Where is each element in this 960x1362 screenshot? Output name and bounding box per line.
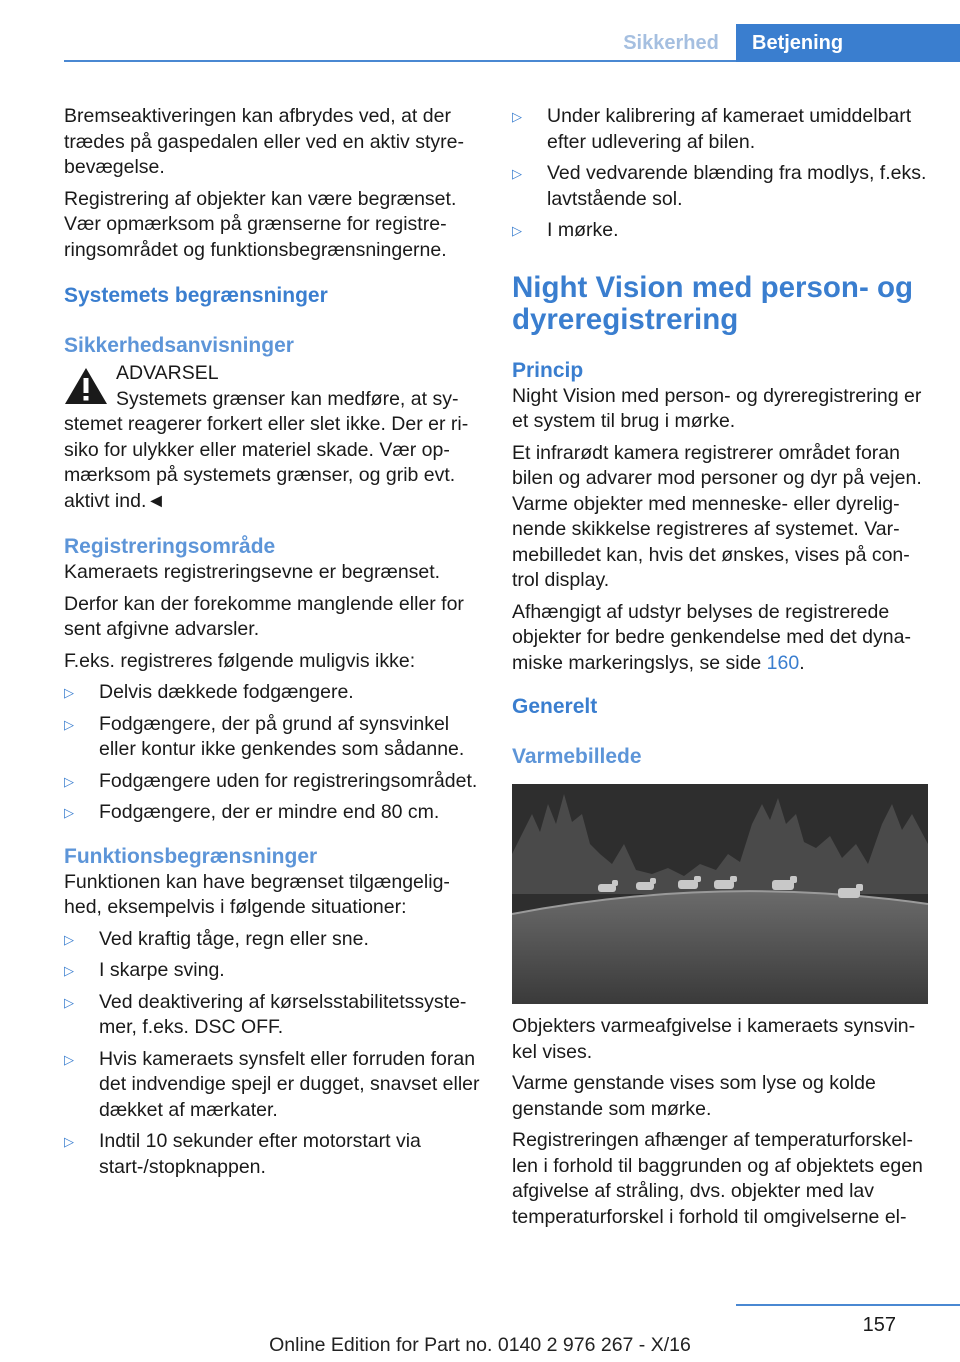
paragraph: Registrering af objekter kan være begrænset. Vær opmærksom på grænserne for registreringsområdet og funktionsbegrænsningerne. bbox=[64, 187, 457, 261]
right-column bbox=[512, 104, 928, 1236]
list-item: ▷ Ved kraftig tåge, regn eller sne. bbox=[64, 927, 480, 953]
heading-general: Generelt bbox=[512, 695, 598, 718]
list-item: ▷ Ved deaktivering af kørselsstabilitetssystemer, f.eks. DSC OFF. bbox=[64, 990, 467, 1038]
triangle-bullet-icon: ▷ bbox=[64, 685, 74, 700]
triangle-bullet-icon: ▷ bbox=[512, 166, 522, 181]
triangle-bullet-icon: ▷ bbox=[64, 994, 74, 1010]
list-not-detected bbox=[64, 680, 480, 826]
heading-function-limits: Funktionsbegrænsninger bbox=[64, 844, 318, 868]
triangle-bullet-icon: ▷ bbox=[64, 1051, 74, 1067]
triangle-bullet-icon: ▷ bbox=[64, 931, 74, 947]
paragraph: Et infrarødt kamera registrerer området foran bilen og advarer mod personer og dyr på vejen. Varme objekter med menneske- eller dyrelignende skikkelse registreres af systemet. Varmebilledet kan, hvis det ønskes, vises på control display. bbox=[512, 441, 922, 591]
list-item: ▷ Under kalibrering af kameraet umiddelbart efter udlevering af bilen. bbox=[512, 105, 912, 153]
heading-principle: Princip bbox=[512, 358, 584, 382]
triangle-bullet-icon: ▷ bbox=[512, 223, 522, 238]
page-link[interactable]: 160 bbox=[766, 651, 800, 674]
left-column bbox=[64, 104, 480, 1186]
triangle-bullet-icon: ▷ bbox=[64, 805, 74, 820]
triangle-bullet-icon: ▷ bbox=[512, 109, 522, 124]
tab-betjening[interactable]: Betjening bbox=[736, 24, 960, 62]
heading-night-vision: Night Vision med person- og dyreregistrering bbox=[512, 270, 914, 336]
heading-thermal-image: Varmebillede bbox=[512, 745, 642, 768]
paragraph: Registreringen afhænger af temperaturforskellen i forhold til baggrunden og af objektets egen afgivelse af stråling, dvs. objekter med lav temperaturforskel i forhold til omgivelserne el- bbox=[512, 1129, 923, 1228]
paragraph: Varme genstande vises som lyse og kolde genstande som mørke. bbox=[512, 1072, 876, 1120]
list-item: ▷ Fodgængere uden for registreringsområdet. bbox=[64, 769, 480, 795]
list-item: ▷ Delvis dækkede fodgængere. bbox=[64, 680, 480, 706]
heading-limits: Systemets begrænsninger bbox=[64, 284, 328, 307]
triangle-bullet-icon: ▷ bbox=[64, 1134, 74, 1149]
warning-triangle-icon bbox=[64, 367, 108, 405]
warning-text: Systemets grænser kan medføre, at systemet reagerer forkert eller slet ikke. Der er risiko for ulykker eller materiel skade. Vær opmærksom på systemets grænser, og grib evt. aktivt ind.◄ bbox=[64, 387, 469, 512]
list-item: ▷ I skarpe sving. bbox=[64, 958, 480, 984]
paragraph: Derfor kan der forekomme manglende eller for sent afgivne advarsler. bbox=[64, 592, 464, 640]
paragraph: Funktionen kan have begrænset tilgængelighed, eksempelvis i følgende situationer: bbox=[64, 870, 450, 918]
warning-block bbox=[64, 361, 480, 387]
paragraph: Objekters varmeafgivelse i kameraets synsvinkel vises. bbox=[512, 1015, 916, 1063]
list-item: ▷ I mørke. bbox=[512, 218, 928, 244]
paragraph: Afhængigt af udstyr belyses de registrerede objekter for bedre genkendelse med det dynamiske markeringslys, se side 160. bbox=[512, 600, 911, 674]
paragraph: F.eks. registreres følgende muligvis ikke: bbox=[64, 649, 416, 672]
list-item: ▷ Fodgængere, der på grund af synsvinkel eller kontur ikke genkendes som sådanne. bbox=[64, 712, 465, 760]
page-number: 157 bbox=[862, 1314, 896, 1336]
triangle-bullet-icon: ▷ bbox=[64, 716, 74, 732]
heading-safety: Sikkerhedsanvisninger bbox=[64, 334, 294, 357]
paragraph: Kameraets registreringsevne er begrænset. bbox=[64, 561, 441, 583]
list-item: ▷ Ved vedvarende blænding fra modlys, f.eks. lavtstående sol. bbox=[512, 162, 927, 210]
heading-area: Registreringsområde bbox=[64, 535, 276, 558]
list-item: ▷ Indtil 10 sekunder efter motorstart via start-/stopknappen. bbox=[64, 1130, 421, 1178]
tab-sikkerhed[interactable]: Sikkerhed bbox=[623, 32, 719, 54]
paragraph: Bremseaktiveringen kan afbrydes ved, at der trædes på gaspedalen eller ved en aktiv styrebevægelse. bbox=[64, 105, 464, 178]
paragraph: Night Vision med person- og dyreregistrering er et system til brug i mørke. bbox=[512, 384, 922, 432]
triangle-bullet-icon: ▷ bbox=[64, 963, 74, 978]
list-item: ▷ Fodgængere, der er mindre end 80 cm. bbox=[64, 800, 480, 826]
edition-note: Online Edition for Part no. 0140 2 976 267 - X/16 bbox=[269, 1334, 691, 1356]
footer-rule bbox=[736, 1304, 960, 1306]
list-situations bbox=[64, 927, 480, 1181]
list-item: ▷ Hvis kameraets synsfelt eller forruden foran det indvendige spejl er dugget, snavset eller dækket af mærkater. bbox=[64, 1047, 480, 1121]
thermal-image-illustration bbox=[512, 784, 928, 1004]
triangle-bullet-icon: ▷ bbox=[64, 773, 74, 789]
warning-title: ADVARSEL bbox=[116, 362, 219, 384]
list-situations-cont bbox=[512, 104, 928, 244]
